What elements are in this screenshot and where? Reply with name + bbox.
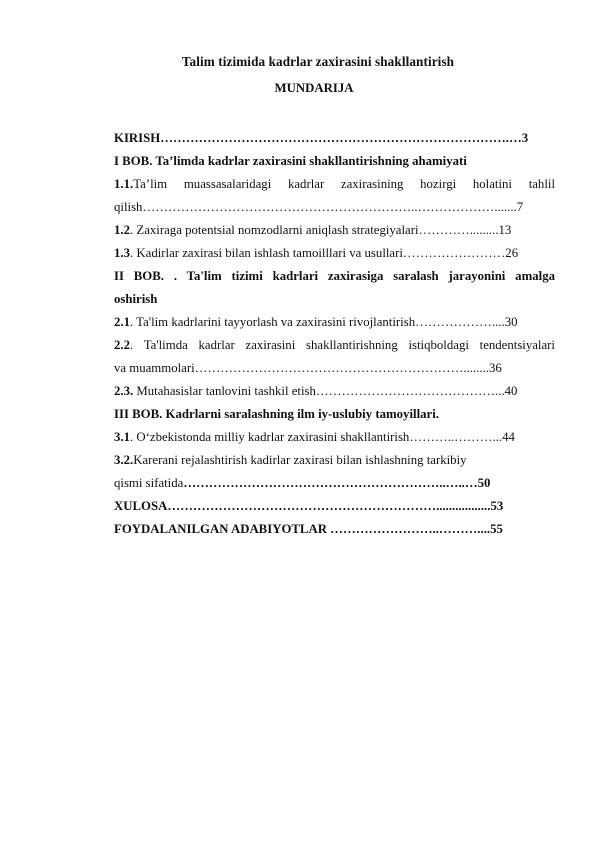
toc-entry-text: . Ta'lim kadrlarini tayyorlash va zaxirasini rivojlantirish………………....30 xyxy=(130,315,518,329)
toc-entry-number: 1.2 xyxy=(114,223,130,237)
toc-entry-3-1 xyxy=(114,426,555,449)
toc-entry-1-3 xyxy=(114,242,555,265)
toc-entry-text: Ta’lim muassasalaridagi kadrlar zaxirasining hozirgi holatini tahlil xyxy=(133,177,555,191)
toc-entry-kirish: KIRISH……………………………………………………………………….…3 xyxy=(114,131,529,145)
toc-entry-text: . Zaxiraga potentsial nomzodlarni aniqlash strategiyalari………….........13 xyxy=(130,223,512,237)
toc-chapter-3: III BOB. Kadrlarni saralashning ilm iy-uslubiy tamoyillari. xyxy=(114,407,439,421)
toc-entry-1-1-continued: qilish………………………………………………………..……………….......7 xyxy=(114,200,524,214)
toc-entry-2-3 xyxy=(114,380,555,403)
toc-entry-2-2 xyxy=(114,334,555,357)
toc-chapter-2: II BOB. . Ta'lim tizimi kadrlari zaxirasiga saralash jarayonini amalga xyxy=(114,269,555,283)
toc-chapter-2-continued: oshirish xyxy=(114,292,158,306)
toc-entry-3-2-continued xyxy=(114,472,555,495)
toc-entry-foydalanilgan-adabiyotlar: FOYDALANILGAN ADABIYOTLAR ……………………..………....55 xyxy=(114,522,503,536)
toc-entry-text: qismi sifatida xyxy=(114,476,184,490)
toc-entry-text: Mutahasislar tanlovini tashkil etish……………………………………...40 xyxy=(133,384,518,398)
toc-entry-number: 3.1 xyxy=(114,430,130,444)
toc-entry-number: 3.2. xyxy=(114,453,134,467)
toc-entry-1-2 xyxy=(114,219,555,242)
document-title: Talim tizimida kadrlar zaxirasini shakllantirish xyxy=(181,54,455,69)
toc-entry-text: . Kadirlar zaxirasi bilan ishlash tamoilllari va usullari……………………26 xyxy=(130,246,519,260)
toc-entry-text: . O‘zbekistonda milliy kadrlar zaxirasini shakllantirish………..………...44 xyxy=(130,430,515,444)
toc-entry-1-1 xyxy=(114,173,555,196)
toc-entry-text: Karerani rejalashtirish kadirlar zaxirasi bilan ishlashning tarkibiy xyxy=(133,453,467,467)
toc-entry-2-2-continued: va muammolari………………………………………………………........36 xyxy=(114,361,502,375)
toc-entry-number: 1.1. xyxy=(114,177,134,191)
toc-entry-xulosa: XULOSA……………………………………………………….................53 xyxy=(114,499,504,513)
table-of-contents xyxy=(114,127,555,541)
toc-entry-number: 2.3. xyxy=(114,384,134,398)
contents-heading: MUNDARIJA xyxy=(274,81,354,95)
toc-entry-leader-dots: ……………………………………………………..…..…50 xyxy=(183,476,491,490)
toc-entry-number: 2.1 xyxy=(114,315,130,329)
toc-entry-text: . Ta'limda kadrlar zaxirasini shakllantirishning istiqboldagi tendentsiyalari xyxy=(130,338,555,352)
toc-entry-3-2 xyxy=(114,449,555,472)
toc-entry-2-1 xyxy=(114,311,555,334)
toc-entry-number: 1.3 xyxy=(114,246,130,260)
toc-chapter-1: I BOB. Ta’limda kadrlar zaxirasini shakllantirishning ahamiyati xyxy=(114,154,467,168)
toc-entry-number: 2.2 xyxy=(114,338,130,352)
